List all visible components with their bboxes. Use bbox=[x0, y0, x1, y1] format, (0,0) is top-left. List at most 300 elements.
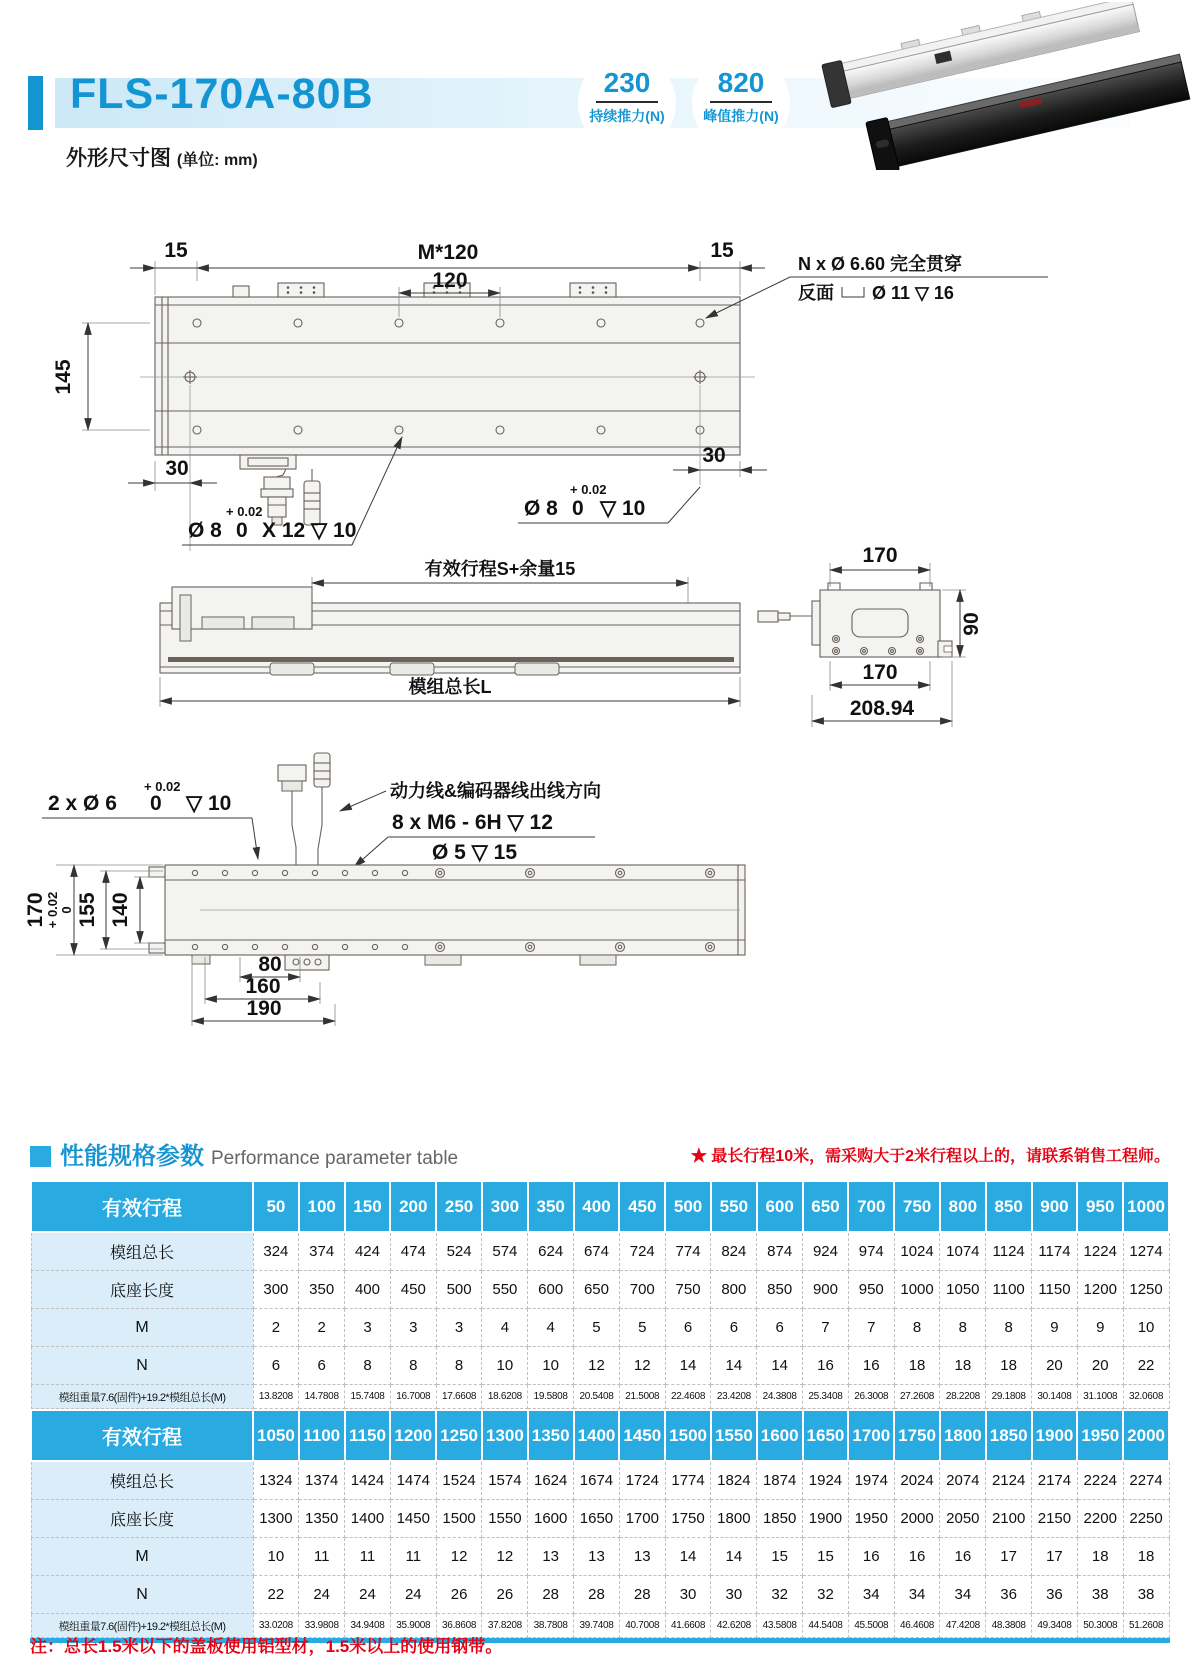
performance-tables bbox=[30, 1180, 1170, 1643]
value-cell: 2200 bbox=[1077, 1500, 1123, 1538]
value-cell: 624 bbox=[528, 1232, 574, 1271]
row-label-cell: 模组重量7.6(固件)+19.2*模组总长(M) bbox=[31, 1614, 253, 1638]
value-cell: 50.3008 bbox=[1077, 1614, 1123, 1638]
value-cell: 1800 bbox=[711, 1500, 757, 1538]
value-cell: 2 bbox=[253, 1309, 299, 1347]
value-cell: 51.2608 bbox=[1123, 1614, 1169, 1638]
value-cell: 16 bbox=[894, 1538, 940, 1576]
value-cell: 19.5808 bbox=[528, 1385, 574, 1409]
value-cell: 1024 bbox=[894, 1232, 940, 1271]
stroke-value-header-cell: 1950 bbox=[1077, 1410, 1123, 1461]
stroke-value-header-cell: 2000 bbox=[1123, 1410, 1169, 1461]
pin-hole-tol-plus: + 0.02 bbox=[144, 779, 181, 794]
value-cell: 674 bbox=[574, 1232, 620, 1271]
value-cell: 24 bbox=[299, 1576, 345, 1614]
drawing-title-text: 外形尺寸图 bbox=[66, 147, 171, 170]
row-label-cell: 底座长度 bbox=[31, 1500, 253, 1538]
value-cell: 31.1008 bbox=[1077, 1385, 1123, 1409]
value-cell: 32.0608 bbox=[1123, 1385, 1169, 1409]
row-label-cell: N bbox=[31, 1576, 253, 1614]
value-cell: 900 bbox=[803, 1271, 849, 1309]
stroke-value-header-cell: 1700 bbox=[848, 1410, 894, 1461]
value-cell: 41.6608 bbox=[665, 1614, 711, 1638]
section-subtitle: Performance parameter table bbox=[211, 1148, 459, 1169]
value-cell: 1324 bbox=[253, 1461, 299, 1500]
value-cell: 6 bbox=[253, 1347, 299, 1385]
value-cell: 6 bbox=[757, 1309, 803, 1347]
value-cell: 1450 bbox=[390, 1500, 436, 1538]
value-cell: 44.5408 bbox=[803, 1614, 849, 1638]
value-cell: 8 bbox=[390, 1347, 436, 1385]
value-cell: 18 bbox=[1123, 1538, 1169, 1576]
value-cell: 7 bbox=[803, 1309, 849, 1347]
cable-direction-note: 动力线&编码器线出线方向 bbox=[390, 781, 601, 801]
value-cell: 27.2608 bbox=[894, 1385, 940, 1409]
value-cell: 32 bbox=[803, 1576, 849, 1614]
value-cell: 12 bbox=[482, 1538, 528, 1576]
value-cell: 750 bbox=[665, 1271, 711, 1309]
pin-hole-tol-zero: 0 bbox=[150, 792, 162, 815]
bottom-view-cables bbox=[278, 753, 330, 865]
value-cell: 974 bbox=[848, 1232, 894, 1271]
value-cell: 6 bbox=[665, 1309, 711, 1347]
stroke-value-header-cell: 950 bbox=[1077, 1181, 1123, 1232]
value-cell: 3 bbox=[345, 1309, 391, 1347]
stroke-value-header-cell: 1550 bbox=[711, 1410, 757, 1461]
value-cell: 34.9408 bbox=[345, 1614, 391, 1638]
value-cell: 8 bbox=[894, 1309, 940, 1347]
table-row bbox=[31, 1576, 1169, 1614]
value-cell: 34 bbox=[848, 1576, 894, 1614]
stroke-value-header-cell: 250 bbox=[436, 1181, 482, 1232]
value-cell: 1150 bbox=[1032, 1271, 1078, 1309]
row-label-cell: 底座长度 bbox=[31, 1271, 253, 1309]
hole-tol-plus-left: + 0.02 bbox=[226, 504, 263, 519]
stroke-value-header-cell: 1850 bbox=[986, 1410, 1032, 1461]
value-cell: 39.7408 bbox=[574, 1614, 620, 1638]
dim-145: 145 bbox=[52, 359, 75, 395]
row-label-cell: M bbox=[31, 1538, 253, 1576]
performance-table-1 bbox=[30, 1180, 1170, 1409]
performance-section-header bbox=[30, 1136, 459, 1170]
value-cell: 700 bbox=[619, 1271, 665, 1309]
value-cell: 1824 bbox=[711, 1461, 757, 1500]
value-cell: 38 bbox=[1123, 1576, 1169, 1614]
value-cell: 1574 bbox=[482, 1461, 528, 1500]
value-cell: 324 bbox=[253, 1232, 299, 1271]
value-cell: 2224 bbox=[1077, 1461, 1123, 1500]
value-cell: 1400 bbox=[345, 1500, 391, 1538]
value-cell: 650 bbox=[574, 1271, 620, 1309]
dim-120: 120 bbox=[432, 269, 468, 292]
value-cell: 22 bbox=[253, 1576, 299, 1614]
value-cell: 6 bbox=[299, 1347, 345, 1385]
dim-208-94: 208.94 bbox=[849, 697, 915, 720]
value-cell: 474 bbox=[390, 1232, 436, 1271]
stroke-value-header-cell: 1100 bbox=[299, 1410, 345, 1461]
value-cell: 12 bbox=[574, 1347, 620, 1385]
value-cell: 46.4608 bbox=[894, 1614, 940, 1638]
value-cell: 25.3408 bbox=[803, 1385, 849, 1409]
bottom-view bbox=[24, 753, 745, 1026]
stroke-value-header-cell: 700 bbox=[848, 1181, 894, 1232]
product-photo bbox=[792, 2, 1192, 170]
value-cell: 30 bbox=[711, 1576, 757, 1614]
value-cell: 48.3808 bbox=[986, 1614, 1032, 1638]
top-view bbox=[52, 239, 1048, 551]
value-cell: 1950 bbox=[848, 1500, 894, 1538]
value-cell: 24 bbox=[345, 1576, 391, 1614]
value-cell: 18 bbox=[894, 1347, 940, 1385]
value-cell: 1224 bbox=[1077, 1232, 1123, 1271]
dim-190: 190 bbox=[246, 997, 282, 1020]
value-cell: 1174 bbox=[1032, 1232, 1078, 1271]
value-cell: 1000 bbox=[894, 1271, 940, 1309]
value-cell: 12 bbox=[619, 1347, 665, 1385]
value-cell: 3 bbox=[390, 1309, 436, 1347]
value-cell: 43.5808 bbox=[757, 1614, 803, 1638]
value-cell: 11 bbox=[390, 1538, 436, 1576]
value-cell: 15 bbox=[803, 1538, 849, 1576]
value-cell: 20 bbox=[1032, 1347, 1078, 1385]
value-cell: 1624 bbox=[528, 1461, 574, 1500]
value-cell: 2150 bbox=[1032, 1500, 1078, 1538]
value-cell: 574 bbox=[482, 1232, 528, 1271]
value-cell: 16 bbox=[848, 1347, 894, 1385]
section-title: 性能规格参数 bbox=[60, 1143, 204, 1170]
dim-m120: M*120 bbox=[417, 241, 479, 264]
value-cell: 18.6208 bbox=[482, 1385, 528, 1409]
stroke-value-header-cell: 600 bbox=[757, 1181, 803, 1232]
end-view bbox=[758, 544, 983, 727]
value-cell: 32 bbox=[757, 1576, 803, 1614]
hole-spec-left: X 12 ▽ 10 bbox=[262, 519, 357, 542]
value-cell: 924 bbox=[803, 1232, 849, 1271]
value-cell: 36 bbox=[1032, 1576, 1078, 1614]
table-row bbox=[31, 1385, 1169, 1409]
table-row bbox=[31, 1461, 1169, 1500]
value-cell: 24.3808 bbox=[757, 1385, 803, 1409]
value-cell: 1274 bbox=[1123, 1232, 1169, 1271]
dimension-drawing bbox=[0, 225, 1200, 1080]
hole-tol-plus-right: + 0.02 bbox=[570, 482, 607, 497]
value-cell: 28 bbox=[619, 1576, 665, 1614]
counterbore-icon bbox=[842, 287, 864, 297]
value-cell: 18 bbox=[1077, 1538, 1123, 1576]
dim-170-bottom: 170 bbox=[862, 661, 898, 684]
table-row bbox=[31, 1232, 1169, 1271]
value-cell: 11 bbox=[345, 1538, 391, 1576]
footer-note: 注：总长1.5米以下的盖板使用铝型材，1.5米以上的使用钢带。 bbox=[30, 1637, 503, 1656]
value-cell: 2274 bbox=[1123, 1461, 1169, 1500]
stroke-value-header-cell: 300 bbox=[482, 1181, 528, 1232]
value-cell: 10 bbox=[1123, 1309, 1169, 1347]
callout-counterbore-size: Ø 11 ▽ 16 bbox=[872, 283, 954, 303]
hole-dia-left: Ø 8 bbox=[188, 519, 222, 542]
table-row bbox=[31, 1500, 1169, 1538]
value-cell: 14 bbox=[757, 1347, 803, 1385]
value-cell: 30 bbox=[665, 1576, 711, 1614]
value-cell: 1724 bbox=[619, 1461, 665, 1500]
stroke-dim-label: 有效行程S+余量15 bbox=[424, 559, 576, 579]
value-cell: 3 bbox=[436, 1309, 482, 1347]
value-cell: 2074 bbox=[940, 1461, 986, 1500]
value-cell: 38 bbox=[1077, 1576, 1123, 1614]
dim-15-right: 15 bbox=[710, 239, 734, 262]
dim-140: 140 bbox=[109, 892, 132, 928]
value-cell: 37.8208 bbox=[482, 1614, 528, 1638]
thread-spec-m6: 8 x M6 - 6H ▽ 12 bbox=[392, 811, 553, 834]
value-cell: 38.7808 bbox=[528, 1614, 574, 1638]
row-label-cell: 模组总长 bbox=[31, 1461, 253, 1500]
hole-tol-zero-left: 0 bbox=[236, 519, 248, 542]
value-cell: 8 bbox=[345, 1347, 391, 1385]
value-cell: 26.3008 bbox=[848, 1385, 894, 1409]
dim-170-tol: 170 bbox=[24, 892, 47, 928]
value-cell: 11 bbox=[299, 1538, 345, 1576]
dim-15-left: 15 bbox=[164, 239, 188, 262]
value-cell: 424 bbox=[345, 1232, 391, 1271]
table-row bbox=[31, 1271, 1169, 1309]
value-cell: 4 bbox=[528, 1309, 574, 1347]
value-cell: 600 bbox=[528, 1271, 574, 1309]
value-cell: 28 bbox=[574, 1576, 620, 1614]
mount-blocks bbox=[233, 283, 616, 297]
value-cell: 13.8208 bbox=[253, 1385, 299, 1409]
value-cell: 34 bbox=[894, 1576, 940, 1614]
stroke-value-header-cell: 200 bbox=[390, 1181, 436, 1232]
value-cell: 774 bbox=[665, 1232, 711, 1271]
value-cell: 2250 bbox=[1123, 1500, 1169, 1538]
value-cell: 14 bbox=[665, 1538, 711, 1576]
badge-divider bbox=[710, 101, 772, 103]
hole-dia-right: Ø 8 bbox=[524, 497, 558, 520]
value-cell: 45.5008 bbox=[848, 1614, 894, 1638]
value-cell: 8 bbox=[940, 1309, 986, 1347]
value-cell: 1674 bbox=[574, 1461, 620, 1500]
value-cell: 1374 bbox=[299, 1461, 345, 1500]
value-cell: 1100 bbox=[986, 1271, 1032, 1309]
value-cell: 10 bbox=[253, 1538, 299, 1576]
stroke-value-header-cell: 550 bbox=[711, 1181, 757, 1232]
section-square-icon bbox=[30, 1146, 51, 1167]
value-cell: 2174 bbox=[1032, 1461, 1078, 1500]
value-cell: 2000 bbox=[894, 1500, 940, 1538]
value-cell: 17.6608 bbox=[436, 1385, 482, 1409]
stroke-warning-note: ★ 最长行程10米，需采购大于2米行程以上的，请联系销售工程师。 bbox=[690, 1148, 1170, 1165]
value-cell: 15.7408 bbox=[345, 1385, 391, 1409]
stroke-value-header-cell: 1000 bbox=[1123, 1181, 1169, 1232]
dim-90: 90 bbox=[960, 612, 983, 636]
value-cell: 35.9008 bbox=[390, 1614, 436, 1638]
value-cell: 2100 bbox=[986, 1500, 1032, 1538]
stroke-value-header-cell: 1600 bbox=[757, 1410, 803, 1461]
page-title: FLS-170A-80B bbox=[70, 70, 374, 118]
drawing-section-title bbox=[66, 142, 258, 172]
value-cell: 16 bbox=[848, 1538, 894, 1576]
value-cell: 1124 bbox=[986, 1232, 1032, 1271]
stroke-value-header-cell: 1800 bbox=[940, 1410, 986, 1461]
accent-bar bbox=[28, 76, 43, 130]
value-cell: 300 bbox=[253, 1271, 299, 1309]
value-cell: 10 bbox=[528, 1347, 574, 1385]
value-cell: 824 bbox=[711, 1232, 757, 1271]
value-cell: 36.8608 bbox=[436, 1614, 482, 1638]
value-cell: 47.4208 bbox=[940, 1614, 986, 1638]
continuous-thrust-badge bbox=[578, 54, 676, 152]
dim-170-tol-zero: 0 bbox=[59, 906, 74, 914]
value-cell: 18 bbox=[940, 1347, 986, 1385]
value-cell: 1200 bbox=[1077, 1271, 1123, 1309]
value-cell: 28 bbox=[528, 1576, 574, 1614]
stroke-value-header-cell: 750 bbox=[894, 1181, 940, 1232]
stroke-value-header-cell: 400 bbox=[574, 1181, 620, 1232]
value-cell: 14 bbox=[711, 1347, 757, 1385]
value-cell: 1550 bbox=[482, 1500, 528, 1538]
dim-80: 80 bbox=[258, 953, 282, 976]
dim-30-right: 30 bbox=[702, 444, 726, 467]
peak-thrust-label: 峰值推力(N) bbox=[703, 108, 779, 124]
value-cell: 1524 bbox=[436, 1461, 482, 1500]
value-cell: 1424 bbox=[345, 1461, 391, 1500]
value-cell: 1600 bbox=[528, 1500, 574, 1538]
value-cell: 33.9808 bbox=[299, 1614, 345, 1638]
value-cell: 24 bbox=[390, 1576, 436, 1614]
value-cell: 42.6208 bbox=[711, 1614, 757, 1638]
row-label-cell: N bbox=[31, 1347, 253, 1385]
stroke-value-header-cell: 1450 bbox=[619, 1410, 665, 1461]
stroke-value-header-cell: 900 bbox=[1032, 1181, 1078, 1232]
value-cell: 49.3408 bbox=[1032, 1614, 1078, 1638]
value-cell: 34 bbox=[940, 1576, 986, 1614]
value-cell: 10 bbox=[482, 1347, 528, 1385]
value-cell: 1900 bbox=[803, 1500, 849, 1538]
value-cell: 22.4608 bbox=[665, 1385, 711, 1409]
value-cell: 9 bbox=[1077, 1309, 1123, 1347]
value-cell: 22 bbox=[1123, 1347, 1169, 1385]
value-cell: 1050 bbox=[940, 1271, 986, 1309]
callout-back-side: 反面 bbox=[798, 283, 834, 303]
value-cell: 400 bbox=[345, 1271, 391, 1309]
stroke-value-header-cell: 1250 bbox=[436, 1410, 482, 1461]
value-cell: 14 bbox=[711, 1538, 757, 1576]
performance-table-2 bbox=[30, 1409, 1170, 1638]
table-row bbox=[31, 1309, 1169, 1347]
value-cell: 23.4208 bbox=[711, 1385, 757, 1409]
hole-spec-right: ▽ 10 bbox=[600, 497, 646, 520]
value-cell: 33.0208 bbox=[253, 1614, 299, 1638]
value-cell: 724 bbox=[619, 1232, 665, 1271]
peak-thrust-badge bbox=[692, 54, 790, 152]
value-cell: 2024 bbox=[894, 1461, 940, 1500]
value-cell: 6 bbox=[711, 1309, 757, 1347]
value-cell: 1700 bbox=[619, 1500, 665, 1538]
value-cell: 20 bbox=[1077, 1347, 1123, 1385]
value-cell: 1074 bbox=[940, 1232, 986, 1271]
value-cell: 17 bbox=[986, 1538, 1032, 1576]
table-row bbox=[31, 1347, 1169, 1385]
stroke-value-header-cell: 1900 bbox=[1032, 1410, 1078, 1461]
value-cell: 17 bbox=[1032, 1538, 1078, 1576]
stroke-value-header-cell: 1150 bbox=[345, 1410, 391, 1461]
value-cell: 14 bbox=[665, 1347, 711, 1385]
value-cell: 16 bbox=[940, 1538, 986, 1576]
value-cell: 2 bbox=[299, 1309, 345, 1347]
value-cell: 1774 bbox=[665, 1461, 711, 1500]
dim-170-tol-plus: + 0.02 bbox=[45, 891, 60, 929]
value-cell: 524 bbox=[436, 1232, 482, 1271]
dim-170-top: 170 bbox=[862, 544, 898, 567]
stroke-value-header-cell: 1050 bbox=[253, 1410, 299, 1461]
dim-155: 155 bbox=[76, 892, 99, 928]
row-label-cell: 模组总长 bbox=[31, 1232, 253, 1271]
peak-thrust-value: 820 bbox=[717, 67, 765, 98]
value-cell: 15 bbox=[757, 1538, 803, 1576]
value-cell: 16 bbox=[803, 1347, 849, 1385]
stroke-value-header-cell: 1500 bbox=[665, 1410, 711, 1461]
table-header-row bbox=[31, 1181, 1169, 1232]
value-cell: 4 bbox=[482, 1309, 528, 1347]
table-row bbox=[31, 1538, 1169, 1576]
stroke-value-header-cell: 650 bbox=[803, 1181, 849, 1232]
stroke-value-header-cell: 850 bbox=[986, 1181, 1032, 1232]
value-cell: 1350 bbox=[299, 1500, 345, 1538]
value-cell: 2050 bbox=[940, 1500, 986, 1538]
table-header-row bbox=[31, 1410, 1169, 1461]
continuous-thrust-label: 持续推力(N) bbox=[589, 108, 665, 124]
value-cell: 13 bbox=[574, 1538, 620, 1576]
value-cell: 5 bbox=[574, 1309, 620, 1347]
value-cell: 850 bbox=[757, 1271, 803, 1309]
value-cell: 550 bbox=[482, 1271, 528, 1309]
value-cell: 374 bbox=[299, 1232, 345, 1271]
stroke-header-cell: 有效行程 bbox=[31, 1410, 253, 1461]
dim-160: 160 bbox=[245, 975, 281, 998]
drawing-unit-text: (单位: mm) bbox=[176, 152, 258, 169]
side-view bbox=[160, 558, 740, 707]
value-cell: 1650 bbox=[574, 1500, 620, 1538]
total-length-label: 模组总长L bbox=[408, 677, 492, 697]
value-cell: 28.2208 bbox=[940, 1385, 986, 1409]
value-cell: 1750 bbox=[665, 1500, 711, 1538]
value-cell: 2124 bbox=[986, 1461, 1032, 1500]
value-cell: 16.7008 bbox=[390, 1385, 436, 1409]
value-cell: 1250 bbox=[1123, 1271, 1169, 1309]
value-cell: 1474 bbox=[390, 1461, 436, 1500]
value-cell: 350 bbox=[299, 1271, 345, 1309]
value-cell: 13 bbox=[528, 1538, 574, 1576]
value-cell: 800 bbox=[711, 1271, 757, 1309]
value-cell: 12 bbox=[436, 1538, 482, 1576]
badge-divider bbox=[596, 101, 658, 103]
value-cell: 26 bbox=[436, 1576, 482, 1614]
value-cell: 1850 bbox=[757, 1500, 803, 1538]
stroke-value-header-cell: 1350 bbox=[528, 1410, 574, 1461]
value-cell: 5 bbox=[619, 1309, 665, 1347]
pin-hole-depth: ▽ 10 bbox=[186, 792, 232, 815]
dim-170-tolerance bbox=[45, 892, 74, 929]
value-cell: 29.1808 bbox=[986, 1385, 1032, 1409]
value-cell: 36 bbox=[986, 1576, 1032, 1614]
value-cell: 26 bbox=[482, 1576, 528, 1614]
value-cell: 1974 bbox=[848, 1461, 894, 1500]
value-cell: 1300 bbox=[253, 1500, 299, 1538]
stroke-header-cell: 有效行程 bbox=[31, 1181, 253, 1232]
stroke-value-header-cell: 800 bbox=[940, 1181, 986, 1232]
value-cell: 20.5408 bbox=[574, 1385, 620, 1409]
value-cell: 30.1408 bbox=[1032, 1385, 1078, 1409]
value-cell: 40.7008 bbox=[619, 1614, 665, 1638]
